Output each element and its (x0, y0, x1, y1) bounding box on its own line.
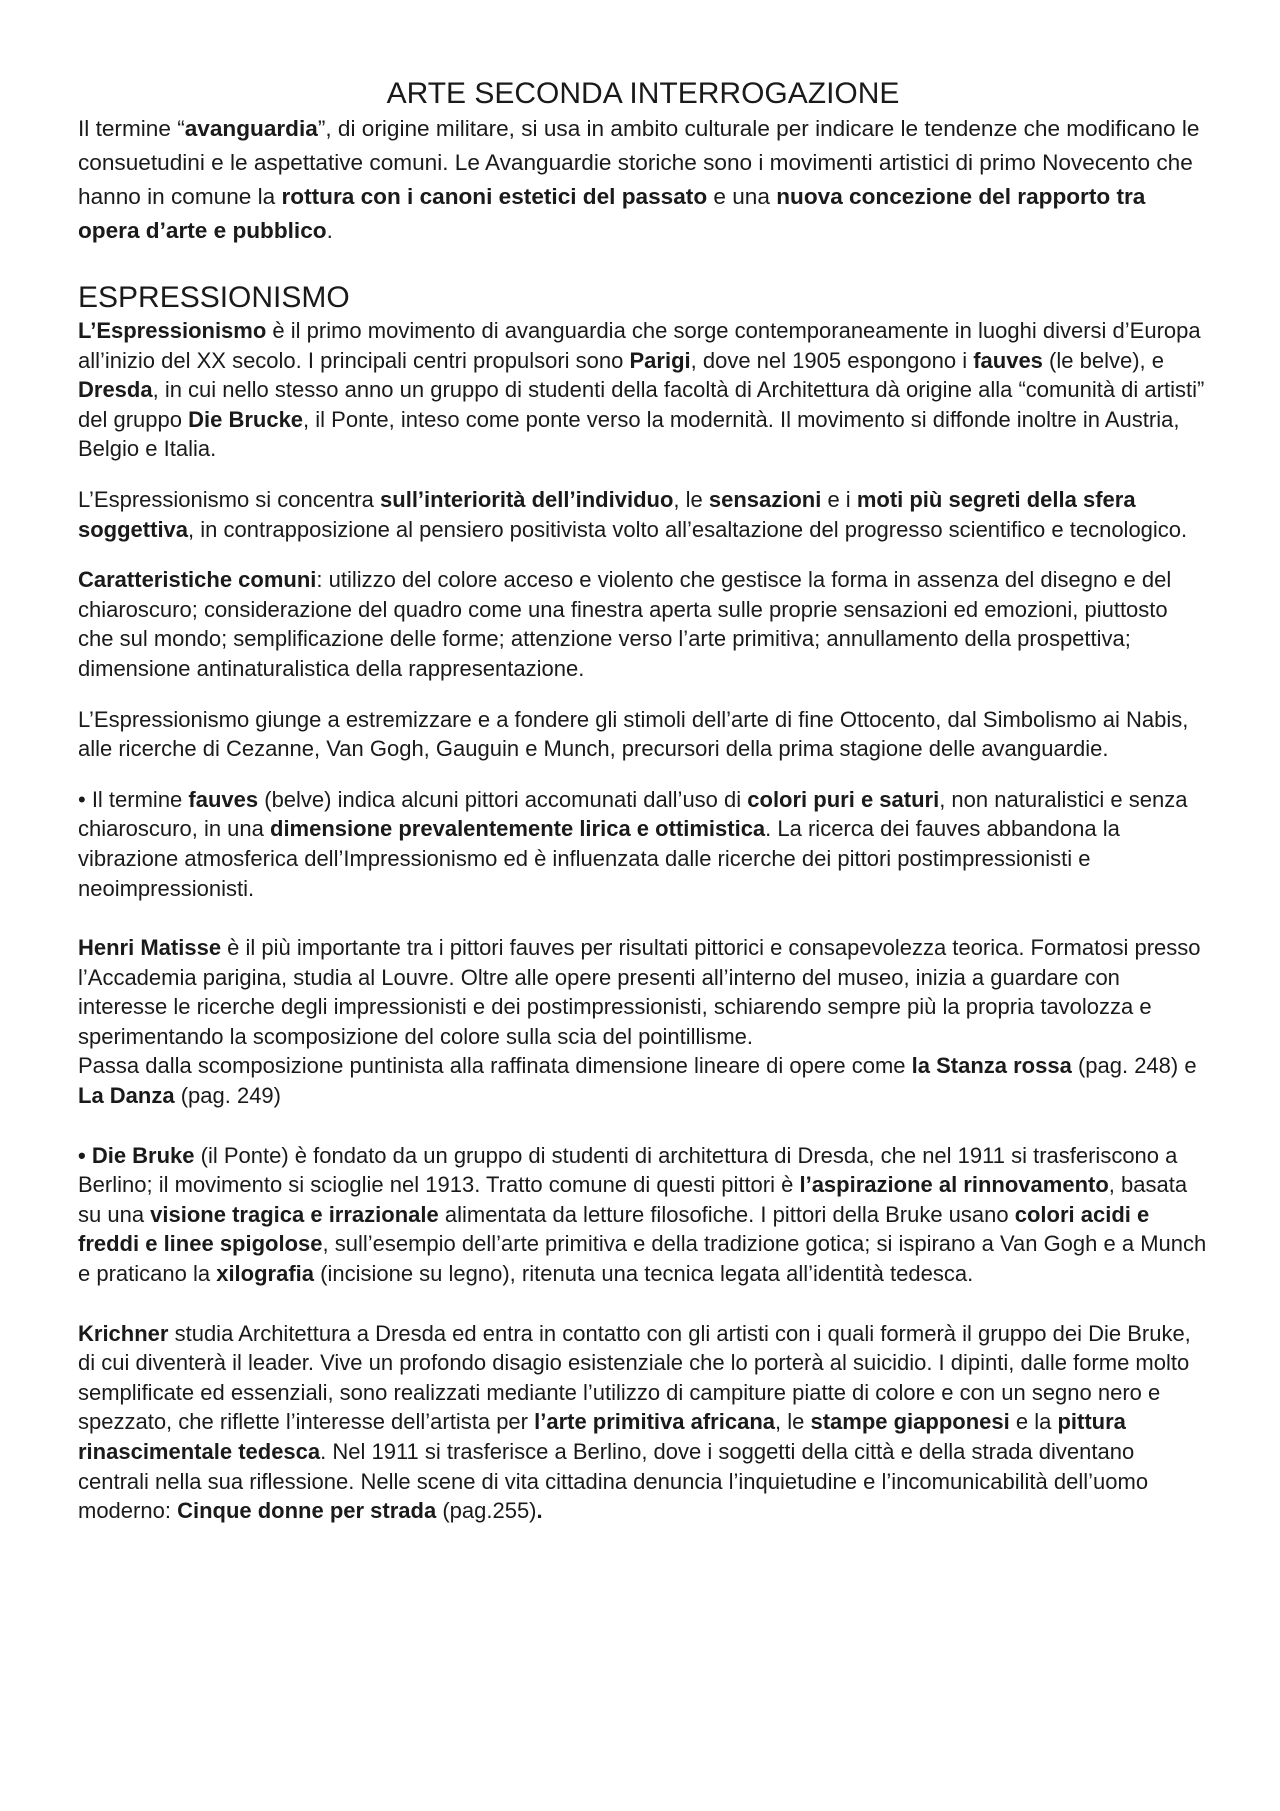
page-title: ARTE SECONDA INTERROGAZIONE (386, 77, 900, 110)
text-run: , dove nel 1905 espongono i (690, 347, 974, 373)
text-run: e i (821, 486, 857, 512)
text-run: Il termine “ (78, 116, 185, 141)
bold-term: l’aspirazione al rinnovamento (799, 1172, 1109, 1198)
text-run: (il Ponte) è fondato da un gruppo di studenti di architettura di Dresda, che nel 1911 si trasferiscono a Berlino; il movimento si scioglie nel 1913. Tratto comune di questi pittori è (78, 1142, 1178, 1198)
text-run: (belve) indica alcuni pittori accomunati dall’uso di (258, 786, 748, 812)
text-run: , in cui nello stesso anno un gruppo di studenti della facoltà di Architettura dà origine alla “comunità di artisti” del gruppo (78, 377, 1205, 432)
bold-term: . (536, 1498, 543, 1524)
bold-term: nuova concezione del rapporto tra opera d’arte e pubblico (78, 184, 1146, 243)
text-run: , non naturalistici e senza chiaroscuro, in una (78, 786, 1188, 842)
bold-term: l’arte primitiva africana (534, 1409, 775, 1435)
section-heading: ESPRESSIONISMO (78, 281, 350, 314)
bold-term: Cinque donne per strada (177, 1498, 437, 1524)
text-run: , basata su una (78, 1172, 1188, 1227)
bold-term: sull’interiorità dell’individuo (380, 486, 674, 512)
text-run: (le belve), e (1042, 347, 1164, 373)
text-run: , il Ponte, inteso come ponte verso la modernità. Il movimento si diffonde inoltre in Austria, Belgio e Italia. (78, 406, 1180, 462)
bold-term: pittura rinascimentale tedesca (78, 1409, 1126, 1464)
text-run: e la (1009, 1409, 1058, 1435)
paragraph-krichner (78, 1319, 1208, 1526)
bold-term: stampe giapponesi (810, 1409, 1010, 1435)
bold-term: Parigi (629, 347, 691, 373)
bold-term: La Danza (78, 1083, 175, 1109)
bold-term: L’Espressionismo (78, 318, 267, 343)
text-run: (pag. 249) (174, 1083, 281, 1109)
bold-term: Die Brucke (188, 406, 304, 432)
text-run: • Il termine (78, 786, 189, 812)
text-run: (pag. 248) e (1071, 1053, 1197, 1079)
paragraph-influences (78, 705, 1208, 764)
bold-term: Caratteristiche comuni (78, 567, 317, 593)
paragraph-interiority (78, 485, 1208, 544)
bold-term: rottura con i canoni estetici del passato (281, 184, 708, 209)
text-run: . Nel 1911 si trasferisce a Berlino, dove i soggetti della città e della strada diventano centrali nella sua riflessione. Nelle scene di vita cittadina denuncia l’inquietudine e l’incomunicabilità dell’uomo moderno: (78, 1439, 1149, 1524)
paragraph-common-features (78, 565, 1208, 683)
text-run: L’Espressionismo si concentra (78, 486, 381, 512)
text-run: ”, di origine militare, si usa in ambito culturale per indicare le tendenze che modificano le consuetudini e le aspettative comuni. Le Avanguardie storiche sono i movimenti artistici di primo Novecento che hanno in comune la (78, 116, 1200, 209)
text-run: : utilizzo del colore acceso e violento che gestisce la forma in assenza del disegno e del chiaroscuro; considerazione del quadro come una finestra aperta sulle proprie sensazioni ed emozioni, piuttosto che sul mondo; semplificazione delle forme; attenzione verso l’arte primitiva; annullamento della prospettiva; dimensione antinaturalistica della rappresentazione. (78, 567, 1172, 681)
paragraph-espressionismo-origins (78, 316, 1208, 464)
document-page (78, 76, 1208, 1526)
text-run: studia Architettura a Dresda ed entra in contatto con gli artisti con i quali formerà il gruppo dei Die Bruke, di cui diventerà il leader. Vive un profondo disagio esistenziale che lo porterà al suicidio. I dipinti, dalle forme molto semplificate ed essenziali, sono realizzati mediante l’utilizzo di campiture piatte di colore e con un segno nero e spezzato, che riflette l’interesse dell’artista per (78, 1320, 1191, 1435)
bold-term: Henri Matisse (78, 935, 222, 961)
bold-term: xilografia (216, 1261, 315, 1287)
bold-term: colori puri e saturi (747, 786, 940, 812)
bold-term: visione tragica e irrazionale (150, 1201, 439, 1227)
text-run: . (326, 218, 333, 243)
text-run: è il più importante tra i pittori fauves per risultati pittorici e consapevolezza teorica. Formatosi presso l’Accademia parigina, studia al Louvre. Oltre alle opere presenti all’interno del museo, inizia a guardare con interesse le ricerche degli impressionisti e dei postimpressionisti, schiarendo sempre più la propria tavolozza e sperimentando la scomposizione del colore sulla scia del pointillisme. (78, 935, 1201, 1049)
text-run: , le (673, 486, 709, 512)
bold-term: dimensione prevalentemente lirica e ottimistica (270, 816, 766, 842)
bold-term: sensazioni (708, 486, 822, 512)
bold-term: moti più segreti della sfera soggettiva (78, 486, 1136, 542)
text-run: (incisione su legno), ritenuta una tecnica legata all’identità tedesca. (314, 1261, 974, 1287)
bold-term: fauves (188, 786, 259, 812)
bold-term: colori acidi e freddi e linee spigolose (78, 1201, 1150, 1257)
paragraph-die-bruke (78, 1141, 1208, 1289)
text-run: è il primo movimento di avanguardia che sorge contemporaneamente in luoghi diversi d’Europa all’inizio del XX secolo. I principali centri propulsori sono (78, 318, 1201, 373)
bold-term: fauves (973, 347, 1043, 373)
bold-term: la Stanza rossa (911, 1053, 1072, 1079)
text-run: e una (707, 184, 777, 209)
bold-term: avanguardia (184, 116, 318, 141)
bold-term: Dresda (78, 377, 153, 403)
text-run: (pag.255) (436, 1498, 537, 1524)
bold-term: Krichner (78, 1320, 169, 1346)
text-run: . La ricerca dei fauves abbandona la vibrazione atmosferica dell’Impressionismo ed è influenzata dalle ricerche dei pittori postimpressionisti e neoimpressionisti. (78, 816, 1120, 901)
paragraph-fauves (78, 785, 1208, 903)
text-run: alimentata da letture filosofiche. I pittori della Bruke usano (438, 1201, 1015, 1227)
text-run: , in contrapposizione al pensiero positivista volto all’esaltazione del progresso scientifico e tecnologico. (188, 516, 1188, 542)
text-run: , sull’esempio dell’arte primitiva e della tradizione gotica; si ispirano a Van Gogh e a Munch e praticano la (78, 1231, 1207, 1287)
paragraph-matisse (78, 933, 1208, 1111)
text-run: Passa dalla scomposizione puntinista alla raffinata dimensione lineare di opere come (78, 1053, 912, 1079)
intro-paragraph (78, 112, 1208, 248)
bold-term: • Die Bruke (78, 1142, 195, 1168)
text-run: L’Espressionismo giunge a estremizzare e a fondere gli stimoli dell’arte di fine Ottocento, dal Simbolismo ai Nabis, alle ricerche di Cezanne, Van Gogh, Gauguin e Munch, precursori della prima stagione delle avanguardie. (78, 706, 1189, 762)
text-run: , le (775, 1409, 811, 1435)
